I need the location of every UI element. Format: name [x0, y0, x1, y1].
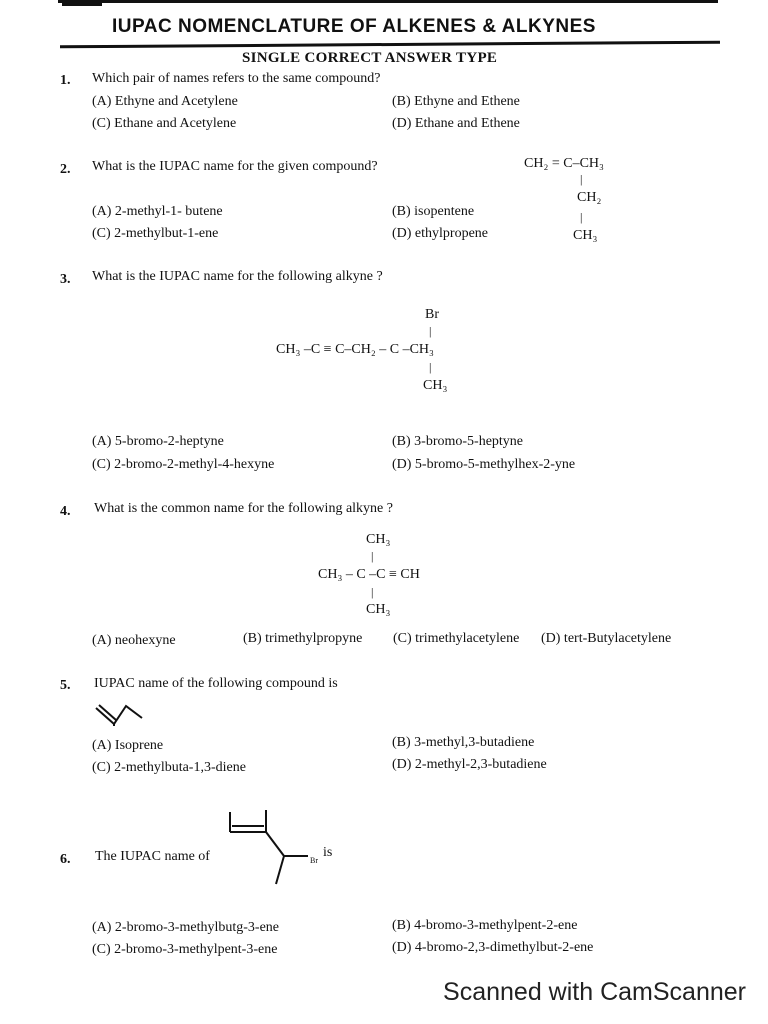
bond-vertical: | — [371, 585, 374, 599]
structure-main-chain: CH₃ –C ≡ C–CH₂ – C –CH₃ — [276, 342, 434, 357]
isoprene-skeletal-structure — [92, 698, 146, 726]
top-border-mark — [62, 0, 102, 6]
option-c[interactable]: (C) 2-methylbuta-1,3-diene — [92, 760, 246, 775]
bond-vertical: | — [580, 210, 583, 224]
option-c[interactable]: (C) 2-methylbut-1-ene — [92, 226, 219, 241]
option-a[interactable]: (A) 2-methyl-1- butene — [92, 204, 223, 219]
question-text: What is the IUPAC name for the following alkyne ? — [92, 269, 383, 284]
bond-vertical: | — [429, 360, 432, 374]
option-d[interactable]: (D) 5-bromo-5-methylhex-2-yne — [392, 457, 576, 472]
question-number: 1. — [60, 73, 71, 88]
question-text: The IUPAC name of — [95, 849, 210, 864]
bromo-alkene-skeletal-structure — [226, 808, 312, 888]
question-number: 6. — [60, 852, 71, 867]
structure-bottom: CH₃ — [423, 378, 448, 393]
option-d[interactable]: (D) 4-bromo-2,3-dimethylbut-2-ene — [392, 940, 594, 955]
section-subtitle: SINGLE CORRECT ANSWER TYPE — [242, 50, 498, 66]
option-d[interactable]: (D) tert-Butylacetylene — [541, 631, 672, 646]
structure-line-1: CH₂ = C–CH₃ — [524, 156, 604, 171]
bond-vertical: | — [580, 172, 583, 186]
top-border — [58, 0, 718, 3]
option-b[interactable]: (B) trimethylpropyne — [243, 631, 363, 646]
option-d[interactable]: (D) Ethane and Ethene — [392, 116, 520, 131]
option-b[interactable]: (B) 3-methyl,3-butadiene — [392, 735, 535, 750]
question-text: What is the IUPAC name for the given compound? — [92, 159, 378, 174]
structure-bottom: CH₃ — [573, 228, 598, 243]
bromine-label: Br — [310, 856, 318, 865]
question-text: IUPAC name of the following compound is — [94, 676, 338, 691]
option-b[interactable]: (B) Ethyne and Ethene — [392, 94, 520, 109]
structure-bottom: CH₃ — [366, 602, 391, 617]
option-b[interactable]: (B) isopentene — [392, 204, 475, 219]
question-number: 5. — [60, 678, 71, 693]
question-text: What is the common name for the following alkyne ? — [94, 501, 393, 516]
page-title: IUPAC NOMENCLATURE OF ALKENES & ALKYNES — [112, 16, 596, 37]
structure-top: Br — [425, 307, 439, 322]
option-d[interactable]: (D) 2-methyl-2,3-butadiene — [392, 757, 547, 772]
option-c[interactable]: (C) Ethane and Acetylene — [92, 116, 237, 131]
option-a[interactable]: (A) 5-bromo-2-heptyne — [92, 434, 224, 449]
option-a[interactable]: (A) Ethyne and Acetylene — [92, 94, 238, 109]
bond-vertical: | — [429, 324, 432, 338]
option-a[interactable]: (A) neohexyne — [92, 633, 176, 648]
question-number: 3. — [60, 272, 71, 287]
question-number: 2. — [60, 162, 71, 177]
structure-main-chain: CH₃ – C –C ≡ CH — [318, 567, 420, 582]
option-d[interactable]: (D) ethylpropene — [392, 226, 489, 241]
option-a[interactable]: (A) 2-bromo-3-methylbutg-3-ene — [92, 920, 279, 935]
question-text: Which pair of names refers to the same compound? — [92, 71, 381, 86]
structure-mid: CH₂ — [577, 190, 602, 205]
option-b[interactable]: (B) 3-bromo-5-heptyne — [392, 434, 524, 449]
option-c[interactable]: (C) 2-bromo-2-methyl-4-hexyne — [92, 457, 275, 472]
option-a[interactable]: (A) Isoprene — [92, 738, 164, 753]
option-b[interactable]: (B) 4-bromo-3-methylpent-2-ene — [392, 918, 578, 933]
option-c[interactable]: (C) 2-bromo-3-methylpent-3-ene — [92, 942, 278, 957]
option-c[interactable]: (C) trimethylacetylene — [393, 631, 520, 646]
question-number: 4. — [60, 504, 71, 519]
scanner-watermark: Scanned with CamScanner — [443, 978, 746, 1006]
structure-top: CH₃ — [366, 532, 391, 547]
title-underline — [60, 41, 720, 49]
question-text-end: is — [323, 845, 333, 860]
bond-vertical: | — [371, 549, 374, 563]
